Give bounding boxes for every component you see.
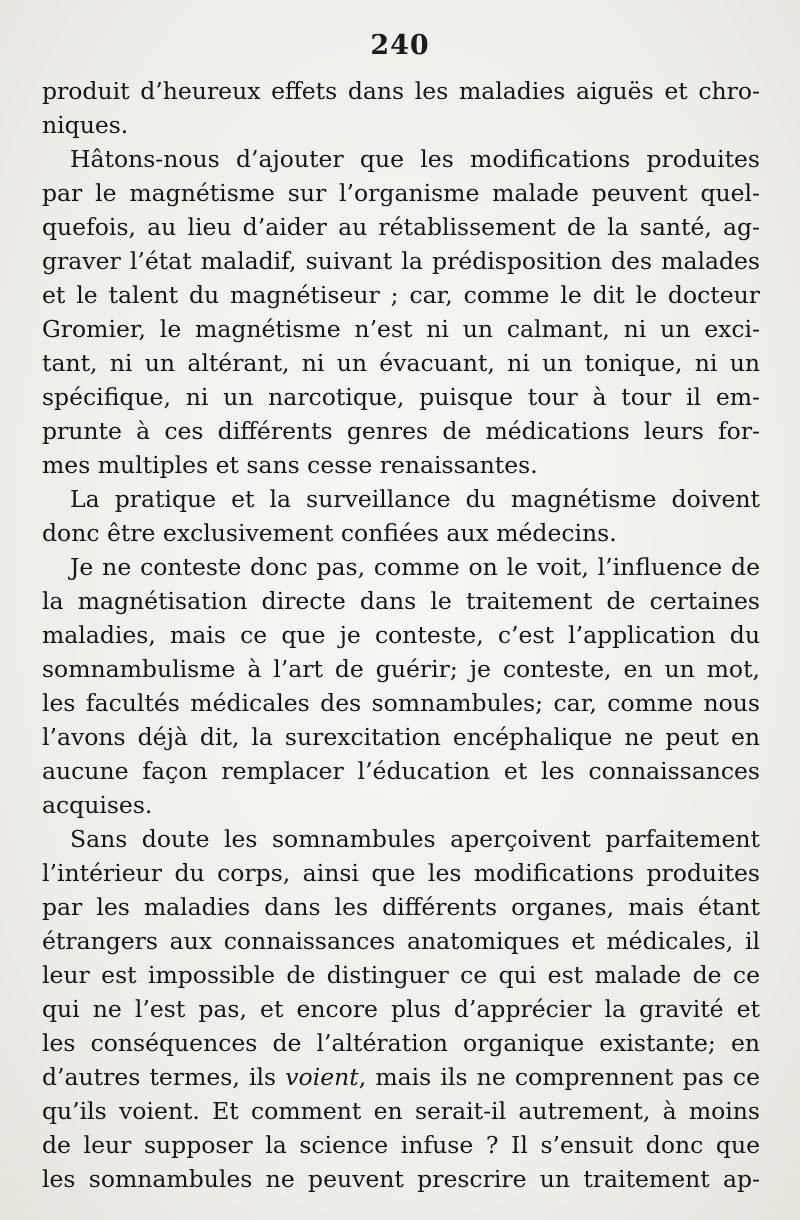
text-line: Sans doute les somnambules aperçoivent parfaitement (70, 825, 760, 853)
text-line: par le magnétisme sur l’organisme malade peuvent quel- (42, 179, 760, 207)
text-line: prunte à ces différents genres de médications leurs for- (42, 417, 760, 445)
page-number: 240 (370, 30, 430, 61)
text-segment: , mais ils ne comprennent pas ce (358, 1063, 760, 1091)
text-line: Gromier, le magnétisme n’est ni un calmant, ni un exci- (42, 315, 760, 343)
text-line: qu’ils voient. Et comment en serait-il autrement, à moins (42, 1097, 760, 1125)
italic-word: voient (285, 1063, 359, 1091)
text-line: par les maladies dans les différents organes, mais étant (42, 893, 760, 921)
text-line: Hâtons-nous d’ajouter que les modifications produites (70, 145, 760, 173)
text-line: niques. (42, 111, 129, 139)
text-line: La pratique et la surveillance du magnétisme doivent (70, 485, 760, 513)
text-line: étrangers aux connaissances anatomiques et médicales, il (42, 927, 760, 955)
text-line: somnambulisme à l’art de guérir; je conteste, en un mot, (42, 655, 760, 683)
text-line: produit d’heureux effets dans les maladies aiguës et chro- (42, 77, 760, 105)
text-line: de leur supposer la science infuse ? Il s’ensuit donc que (42, 1131, 760, 1159)
text-line: graver l’état maladif, suivant la prédisposition des malades (42, 247, 760, 275)
text-line: et le talent du magnétiseur ; car, comme le dit le docteur (42, 281, 760, 309)
text-line: les conséquences de l’altération organique existante; en (42, 1029, 760, 1057)
text-line: la magnétisation directe dans le traitement de certaines (42, 587, 760, 615)
text-line: donc être exclusivement confiées aux médecins. (42, 519, 617, 547)
text-line: acquises. (42, 791, 153, 819)
text-line (42, 1060, 760, 1094)
text-line: mes multiples et sans cesse renaissantes. (42, 451, 538, 479)
text-line: Je ne conteste donc pas, comme on le voit, l’influence de (70, 553, 760, 581)
text-line: les facultés médicales des somnambules; car, comme nous (42, 689, 760, 717)
text-line: quefois, au lieu d’aider au rétablissement de la santé, ag- (42, 213, 760, 241)
text-line: l’avons déjà dit, la surexcitation encéphalique ne peut en (42, 723, 760, 751)
text-line: aucune façon remplacer l’éducation et les connaissances (42, 757, 760, 785)
text-line: l’intérieur du corps, ainsi que les modifications produites (42, 859, 760, 887)
text-line: tant, ni un altérant, ni un évacuant, ni un tonique, ni un (42, 349, 760, 377)
text-line: maladies, mais ce que je conteste, c’est l’application du (42, 621, 760, 649)
text-line: leur est impossible de distinguer ce qui est malade de ce (42, 961, 760, 989)
text-line: les somnambules ne peuvent prescrire un traitement ap- (42, 1165, 760, 1193)
text-line: qui ne l’est pas, et encore plus d’apprécier la gravité et (42, 995, 760, 1023)
text-segment: d’autres termes, ils (42, 1063, 286, 1091)
page-body (42, 74, 760, 1196)
text-line: spécifique, ni un narcotique, puisque tour à tour il em- (42, 383, 760, 411)
